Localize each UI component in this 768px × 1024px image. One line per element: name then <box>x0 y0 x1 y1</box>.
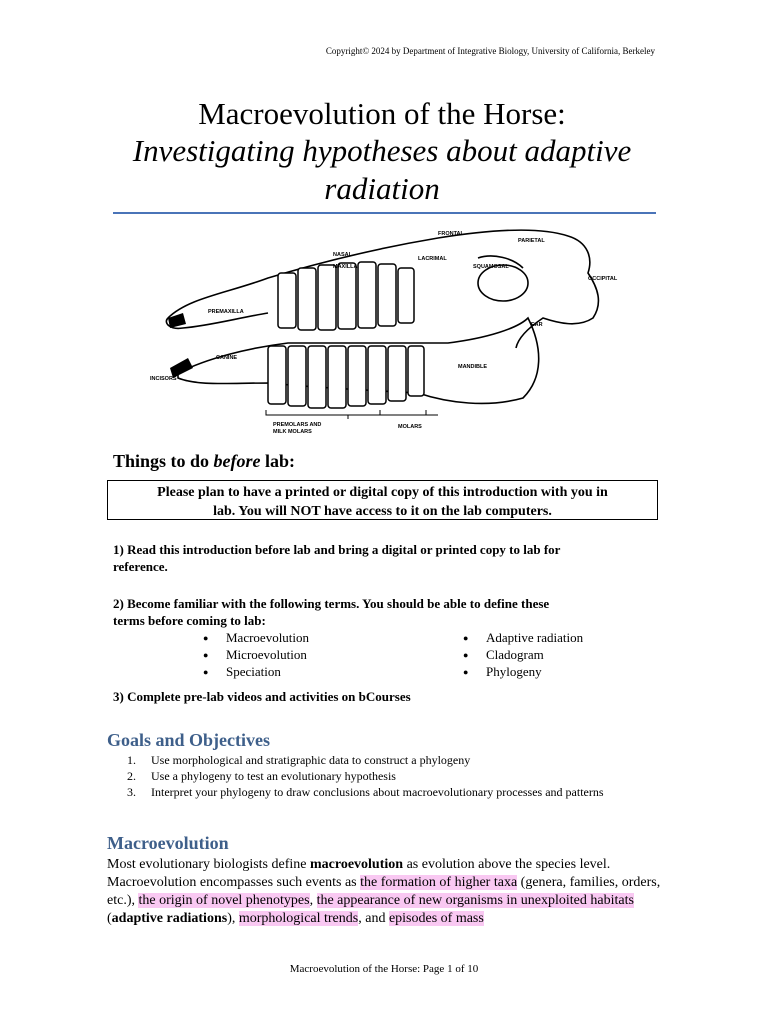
list-item: ● Cladogram <box>463 646 583 663</box>
goals-list <box>127 752 647 800</box>
list-number: 3. <box>127 785 136 799</box>
title-line-2: Investigating hypotheses about adaptive <box>132 133 632 168</box>
label-squamosal: SQUAMOSAL <box>473 264 509 270</box>
step-2-line-2: terms before coming to lab: <box>113 613 266 628</box>
label-maxilla: MAXILLA <box>333 264 358 270</box>
step-1 <box>113 541 653 575</box>
label-incisors: INCISORS <box>150 376 177 382</box>
list-item: ● Microevolution <box>203 646 309 663</box>
step-2-line-1: 2) Become familiar with the following terms. You should be able to define these <box>113 596 550 611</box>
step-1-line-1: 1) Read this introduction before lab and bring a digital or printed copy to lab for <box>113 542 561 557</box>
highlighted-text: morphological trends <box>238 911 359 926</box>
terms-list-left <box>203 629 309 680</box>
label-milk-molars: MILK MOLARS <box>273 429 312 435</box>
horse-skull-figure <box>148 218 618 438</box>
step-1-line-2: reference. <box>113 559 168 574</box>
list-item: ● Speciation <box>203 663 309 680</box>
list-number: 2. <box>127 769 136 783</box>
notice-box <box>107 480 658 520</box>
label-ear: EAR <box>531 322 543 328</box>
list-item: ● Adaptive radiation <box>463 629 583 646</box>
label-premaxilla: PREMAXILLA <box>208 309 244 315</box>
text-run: as evolution above the species level. Macroevolution encompasses such events as <box>107 857 611 890</box>
highlighted-text: the appearance of new organisms in unexploited habitats <box>316 893 634 908</box>
before-lab-heading <box>113 451 295 472</box>
macroevolution-heading: Macroevolution <box>107 833 229 853</box>
label-nasal: NASAL <box>333 252 352 258</box>
heading-text-pre: Things to do <box>113 451 214 471</box>
list-item <box>127 768 647 784</box>
copyright-notice: Copyright© 2024 by Department of Integrative Biology, University of California, Berkeley <box>325 46 655 56</box>
highlighted-text: the formation of higher taxa <box>360 875 518 890</box>
label-frontal: FRONTAL <box>438 231 464 237</box>
list-text: Interpret your phylogeny to draw conclusions about macroevolutionary processes and patterns <box>151 785 604 799</box>
text-run: ), <box>227 911 239 926</box>
text-run: , <box>309 893 317 908</box>
heading-text-post: lab: <box>260 451 296 471</box>
page-title <box>108 96 656 208</box>
text-run: ( <box>107 911 112 926</box>
label-lacrimal: LACRIMAL <box>418 256 447 262</box>
text-run: , and <box>358 911 389 926</box>
text-run: (genera, families, orders, etc.), <box>107 875 661 908</box>
highlighted-text: episodes of mass <box>388 911 484 926</box>
macroevolution-paragraph <box>107 856 662 928</box>
page-footer: Macroevolution of the Horse: Page 1 of 10 <box>289 963 479 975</box>
highlighted-text: the origin of novel phenotypes <box>138 893 310 908</box>
label-molars: MOLARS <box>398 424 422 430</box>
bold-term: macroevolution <box>309 857 404 872</box>
notice-line-1: Please plan to have a printed or digital copy of this introduction with you in <box>157 485 608 500</box>
text-run: Most evolutionary biologists define <box>107 857 310 872</box>
label-premolars: PREMOLARS AND <box>273 422 322 428</box>
label-mandible: MANDIBLE <box>458 364 488 370</box>
label-occipital: OCCIPITAL <box>588 276 618 282</box>
terms-list-right <box>463 629 583 680</box>
list-text: Use a phylogeny to test an evolutionary hypothesis <box>151 769 396 783</box>
step-3: 3) Complete pre-lab videos and activities on bCourses <box>113 689 411 704</box>
label-parietal: PARIETAL <box>518 238 545 244</box>
bold-term: adaptive radiations <box>111 911 228 926</box>
list-text: Use morphological and stratigraphic data to construct a phylogeny <box>151 753 471 767</box>
label-canine: CANINE <box>216 355 238 361</box>
notice-line-2: lab. You will NOT have access to it on the lab computers. <box>213 504 552 519</box>
title-divider <box>113 212 656 214</box>
list-item: ● Phylogeny <box>463 663 583 680</box>
list-item: ● Macroevolution <box>203 629 309 646</box>
list-item <box>127 752 647 768</box>
list-number: 1. <box>127 753 136 767</box>
list-item <box>127 784 647 800</box>
heading-text-em: before <box>213 451 261 471</box>
title-line-3: radiation <box>324 171 440 206</box>
goals-heading: Goals and Objectives <box>107 730 271 750</box>
title-line-1: Macroevolution of the Horse: <box>198 96 566 131</box>
step-2 <box>113 595 653 629</box>
